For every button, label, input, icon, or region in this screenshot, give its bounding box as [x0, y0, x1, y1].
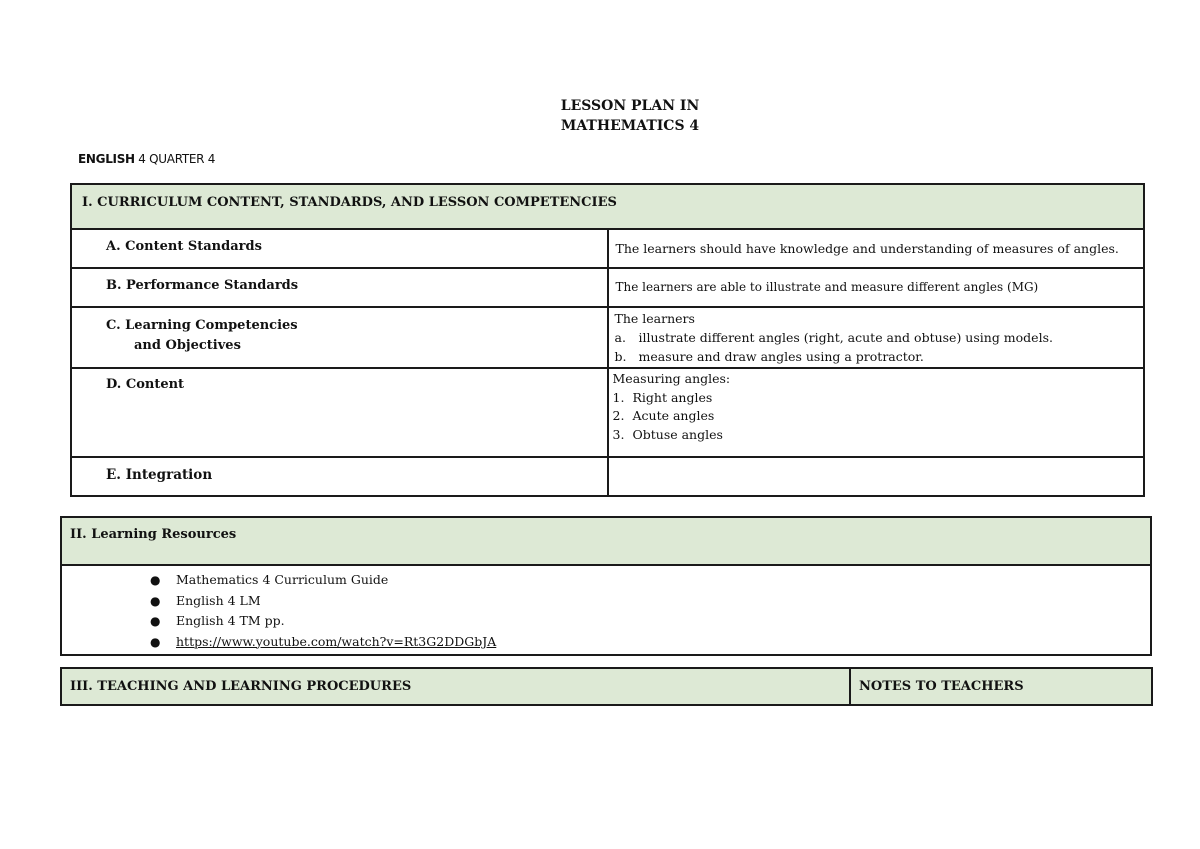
- resources-list: [62, 566, 1150, 652]
- resources-header: II. Learning Resources: [70, 527, 237, 542]
- bullet-icon: ●: [150, 593, 161, 608]
- document-title: [0, 96, 1200, 136]
- bullet-icon: ●: [150, 614, 161, 628]
- row-value-cell: [608, 368, 1145, 457]
- list-item: [615, 347, 1144, 366]
- bullet-icon: ●: [150, 573, 161, 587]
- resource-link[interactable]: https://www.youtube.com/watch?v=Rt3G2DDGbJA: [176, 633, 497, 649]
- content-intro: Measuring angles:: [612, 371, 731, 386]
- content-label: D. Content: [106, 377, 185, 392]
- notes-header-cell: [850, 668, 1152, 705]
- resource-text: English 4 LM: [176, 592, 261, 608]
- list-item: [150, 591, 1150, 612]
- integration-value: [609, 458, 1144, 467]
- list-text: Right angles: [632, 389, 713, 405]
- bullet-icon: ●: [150, 634, 161, 649]
- list-item: [613, 389, 1144, 408]
- table-row: [71, 368, 1144, 457]
- competencies-intro: The learners: [614, 311, 695, 326]
- table-row: [71, 307, 1144, 368]
- list-text: Obtuse angles: [632, 426, 723, 442]
- curriculum-header-cell: [71, 184, 1144, 229]
- title-line-2: MATHEMATICS 4: [560, 118, 700, 134]
- procedures-header-cell: [61, 668, 850, 705]
- performance-standards-value: The learners are able to illustrate and measure different angles (MG): [615, 280, 1039, 294]
- procedures-header: III. TEACHING AND LEARNING PROCEDURES: [70, 679, 412, 694]
- list-item: [613, 426, 1144, 445]
- list-marker: 3.: [612, 426, 625, 442]
- subject-quarter-label: [78, 152, 215, 166]
- resources-body-cell: [61, 565, 1151, 655]
- list-item: [150, 611, 1150, 632]
- content-standards-label: A. Content Standards: [106, 239, 262, 254]
- row-value-cell: [608, 307, 1145, 368]
- content-standards-value: The learners should have knowledge and understanding of measures of angles.: [615, 241, 1119, 256]
- resource-text: Mathematics 4 Curriculum Guide: [176, 572, 389, 587]
- list-item: [150, 570, 1150, 591]
- list-item: [613, 407, 1144, 426]
- integration-label: E. Integration: [106, 467, 213, 483]
- list-marker: a.: [614, 330, 626, 345]
- competencies-label-line-2: and Objectives: [134, 338, 241, 353]
- list-item: [615, 328, 1144, 347]
- list-marker: b.: [614, 349, 627, 364]
- table-row: [71, 268, 1144, 307]
- row-label-cell: [71, 457, 608, 496]
- resources-header-cell: [61, 517, 1151, 565]
- resource-text: English 4 TM pp.: [176, 613, 285, 628]
- notes-to-teachers-header: NOTES TO TEACHERS: [859, 679, 1024, 694]
- learning-resources-table: [60, 516, 1152, 656]
- list-marker: 2.: [612, 408, 625, 423]
- procedures-table: [60, 667, 1153, 706]
- list-text: illustrate different angles (right, acute and obtuse) using models.: [638, 330, 1053, 345]
- row-label-cell: [71, 307, 608, 368]
- integration-value-cell: [608, 457, 1145, 496]
- row-label-cell: [71, 368, 608, 457]
- table-row: [71, 229, 1144, 268]
- list-text: Acute angles: [632, 408, 715, 423]
- quarter-label: 4 QUARTER 4: [134, 152, 216, 166]
- list-marker: 1.: [612, 389, 625, 405]
- list-item: [150, 632, 1150, 653]
- title-line-1: LESSON PLAN IN: [560, 98, 700, 114]
- row-value-cell: [608, 229, 1145, 268]
- table-row: [71, 457, 1144, 496]
- row-label-cell: [71, 268, 608, 307]
- competencies-label-line-1: C. Learning Competencies: [106, 318, 298, 333]
- curriculum-header: I. CURRICULUM CONTENT, STANDARDS, AND LESSON COMPETENCIES: [82, 195, 617, 210]
- row-value-cell: [608, 268, 1145, 307]
- subject-label: ENGLISH: [78, 152, 135, 166]
- row-label-cell: [71, 229, 608, 268]
- list-text: measure and draw angles using a protractor.: [638, 349, 924, 364]
- curriculum-table: [70, 183, 1145, 497]
- performance-standards-label: B. Performance Standards: [106, 278, 299, 293]
